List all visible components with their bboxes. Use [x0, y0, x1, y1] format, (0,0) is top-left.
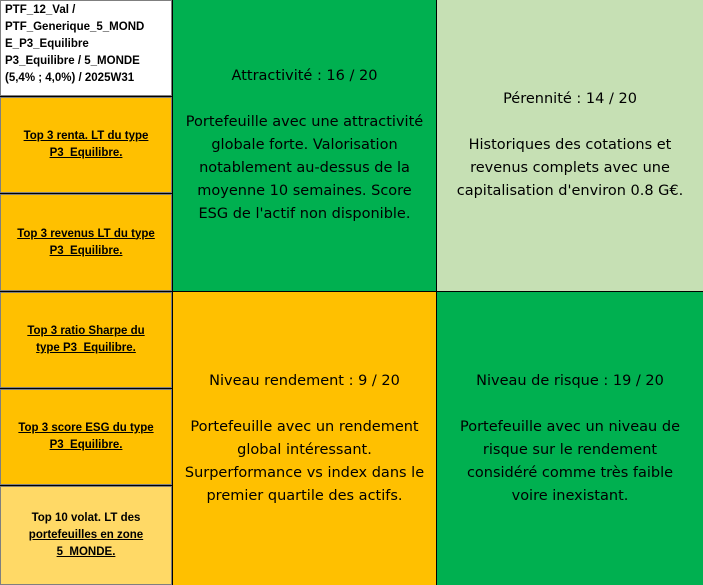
link-text[interactable]: Top 3 renta. LT du type: [23, 130, 149, 142]
perennite-title: Pérennité : 14 / 20: [503, 91, 637, 107]
link-text[interactable]: type P3_Equilibre.: [36, 342, 136, 354]
link-text[interactable]: P3_Equilibre.: [49, 439, 123, 451]
panel-text: revenus complets avec une: [470, 160, 670, 176]
header-line: E_P3_Equilibre: [5, 38, 89, 50]
panel-text: Portefeuille avec un niveau de: [460, 418, 680, 435]
link-text[interactable]: 5_MONDE.: [56, 546, 116, 558]
link-text[interactable]: portefeuilles en zone: [28, 529, 144, 541]
panel-text: notablement au-dessus de la: [199, 160, 410, 176]
attractivite-title: Attractivité : 16 / 20: [231, 68, 378, 84]
panel-text: moyenne 10 semaines. Score: [197, 183, 412, 199]
portfolio-header: [0, 0, 172, 96]
risque-panel: [437, 292, 703, 585]
top3-sharpe-link[interactable]: [0, 292, 172, 388]
header-line: PTF_12_Val /: [5, 4, 76, 16]
panel-text: Historiques des cotations et: [468, 137, 672, 153]
top3-renta-link[interactable]: [0, 97, 172, 193]
link-text[interactable]: Top 3 score ESG du type: [18, 422, 154, 434]
link-text[interactable]: Top 3 revenus LT du type: [17, 227, 155, 240]
risque-title: Niveau de risque : 19 / 20: [476, 372, 664, 389]
panel-text: considéré comme très faible: [466, 464, 674, 481]
attractivite-panel: [173, 0, 436, 291]
panel-text: global intéressant.: [237, 441, 372, 458]
panel-text: risque sur le rendement: [482, 441, 658, 458]
link-text[interactable]: Top 3 ratio Sharpe du: [27, 325, 145, 337]
header-line: (5,4% ; 4,0%) / 2025W31: [5, 72, 135, 84]
panel-text: capitalisation d'environ 0.8 G€.: [456, 183, 684, 199]
rendement-title: Niveau rendement : 9 / 20: [209, 372, 400, 389]
header-line: PTF_Generique_5_MOND: [5, 21, 145, 33]
panel-text: voire inexistant.: [511, 487, 629, 504]
panel-text: Portefeuille avec un rendement: [190, 418, 419, 435]
panel-text: Portefeuille avec une attractivité: [185, 114, 424, 130]
top10-volat-link[interactable]: [0, 486, 172, 585]
panel-text: ESG de l'actif non disponible.: [198, 206, 411, 222]
link-text[interactable]: P3_Equilibre.: [49, 244, 123, 257]
panel-text: globale forte. Valorisation: [211, 137, 398, 153]
rendement-panel: [173, 292, 436, 585]
link-text: Top 10 volat. LT des: [31, 512, 141, 524]
top3-esg-link[interactable]: [0, 389, 172, 485]
panel-text: premier quartile des actifs.: [206, 487, 403, 504]
panel-text: Surperformance vs index dans le: [184, 464, 425, 481]
perennite-panel: [437, 0, 703, 291]
header-line: P3_Equilibre / 5_MONDE: [5, 55, 140, 67]
top3-revenus-link[interactable]: [0, 194, 172, 291]
link-text[interactable]: P3_Equilibre.: [49, 147, 123, 159]
